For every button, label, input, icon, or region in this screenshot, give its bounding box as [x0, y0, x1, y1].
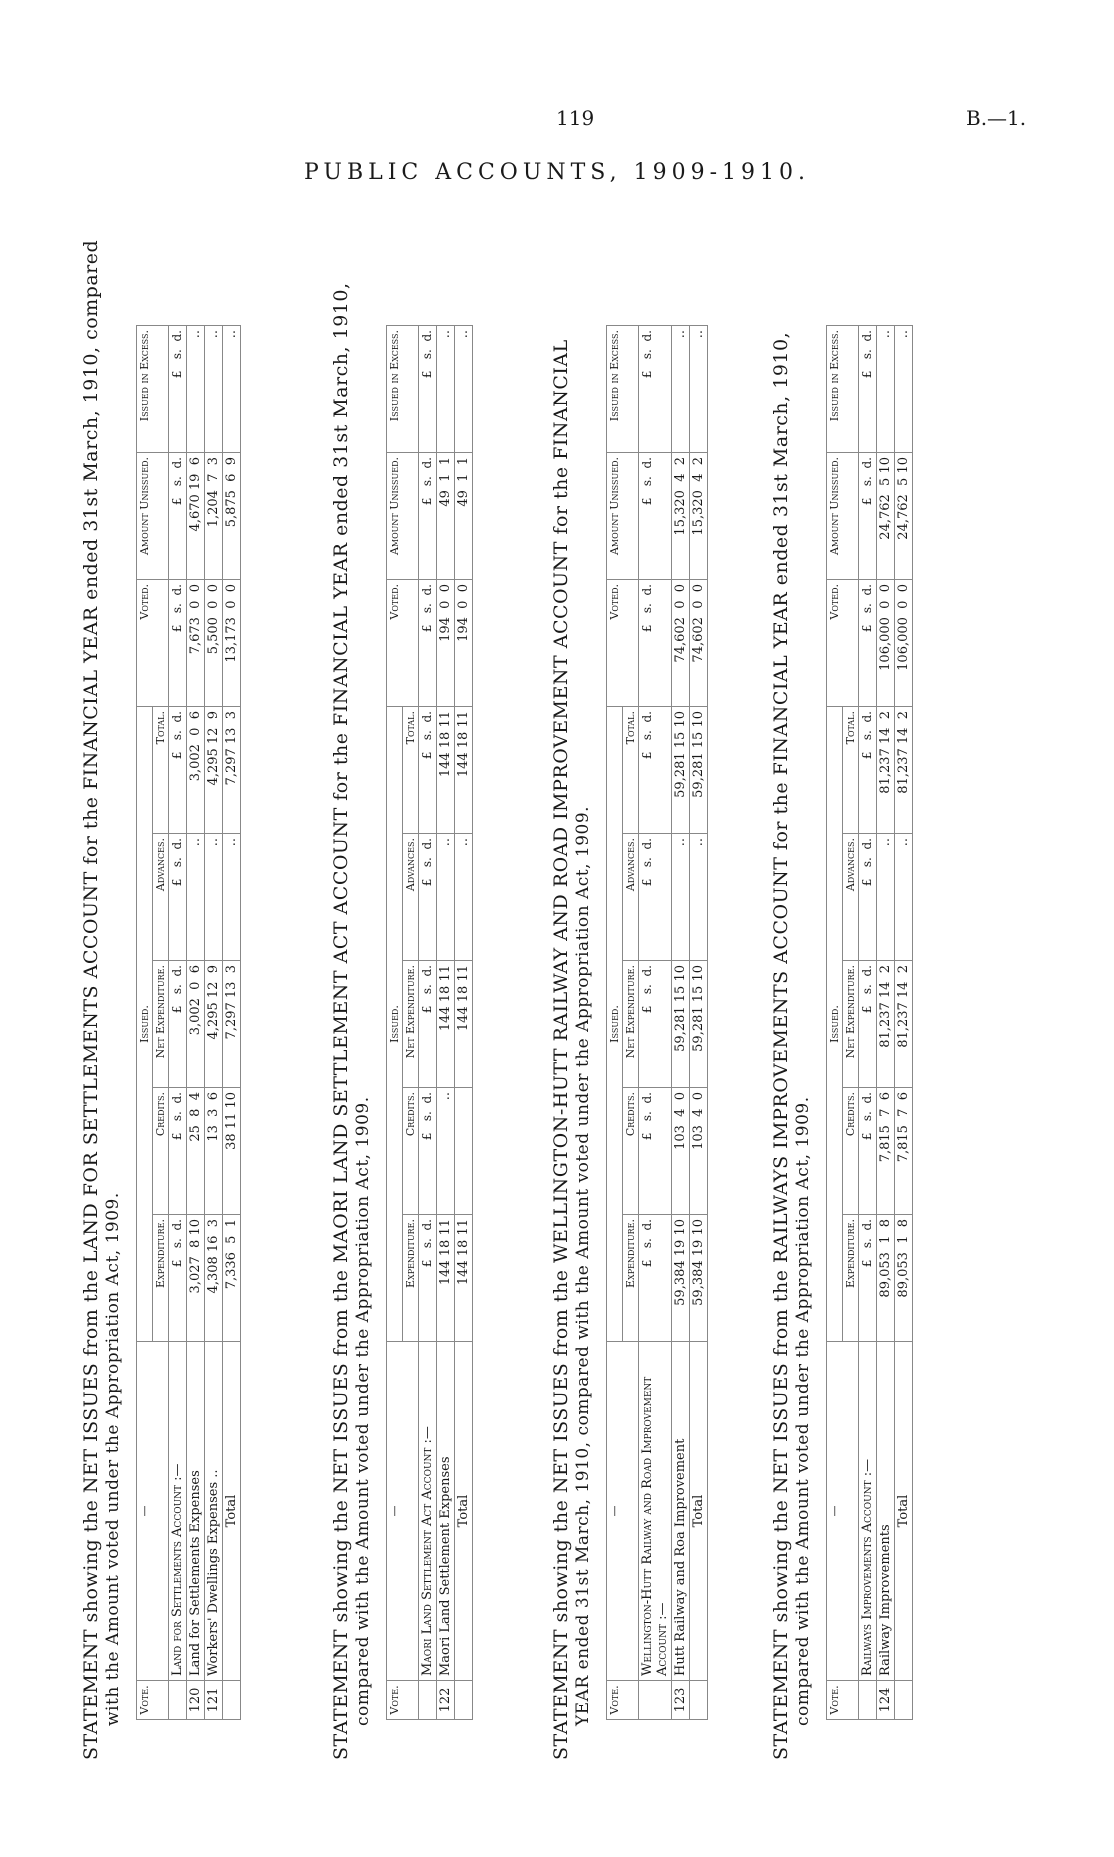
total-net-expenditure: 7,297 13 3: [223, 961, 241, 1088]
total-row: [223, 326, 241, 1720]
expenditure-header: Expenditure.: [153, 1215, 169, 1342]
vote-cell: [690, 1681, 708, 1720]
statement-table: [136, 325, 241, 1720]
total-label: Total: [895, 1342, 913, 1681]
advances-value: ..: [877, 834, 895, 961]
total-excess: ..: [455, 326, 473, 453]
units-net-expenditure: £ s. d.: [419, 961, 437, 1088]
excess-value: ..: [437, 326, 455, 453]
net-expenditure-value: 144 18 11: [437, 961, 455, 1088]
expenditure-header: Expenditure.: [623, 1215, 639, 1342]
statement-block: [330, 60, 471, 1760]
vote-number: 120: [187, 1681, 205, 1720]
total-unissued: 49 1 1: [455, 453, 473, 580]
voted-header: Voted.: [827, 580, 859, 707]
units-excess: £ s. d.: [169, 326, 187, 453]
total-advances: ..: [690, 834, 708, 961]
advances-value: ..: [437, 834, 455, 961]
unissued-value: 24,762 5 10: [877, 453, 895, 580]
description-header: —: [607, 1342, 639, 1681]
vote-cell: [419, 1681, 437, 1720]
units-advances: £ s. d.: [169, 834, 187, 961]
total-header: Total.: [843, 707, 859, 834]
issued-header: Issued.: [137, 707, 153, 1342]
credits-header: Credits.: [153, 1088, 169, 1215]
voted-value: 5,500 0 0: [205, 580, 223, 707]
units-row: [859, 326, 877, 1720]
voted-header: Voted.: [607, 580, 639, 707]
net-expenditure-header: Net Expenditure.: [843, 961, 859, 1088]
total-row: [690, 326, 708, 1720]
vote-number: 121: [205, 1681, 223, 1720]
document-reference: B.—1.: [966, 106, 1027, 130]
total-voted: 106,000 0 0: [895, 580, 913, 707]
statement-subtitle: with the Amount voted under the Appropriation Act, 1909.: [103, 1192, 123, 1726]
total-voted: 13,173 0 0: [223, 580, 241, 707]
unissued-value: 15,320 4 2: [672, 453, 690, 580]
credits-header: Credits.: [843, 1088, 859, 1215]
units-total: £ s. d.: [419, 707, 437, 834]
units-row: [419, 326, 437, 1720]
unissued-value: 1,204 7 3: [205, 453, 223, 580]
advances-header: Advances.: [843, 834, 859, 961]
credits-header: Credits.: [403, 1088, 419, 1215]
units-expenditure: £ s. d.: [169, 1215, 187, 1342]
unissued-header: Amount Unissued.: [137, 453, 169, 580]
voted-value: 7,673 0 0: [187, 580, 205, 707]
units-credits: £ s. d.: [169, 1088, 187, 1215]
advances-value: ..: [672, 834, 690, 961]
expenditure-value: 3,027 8 10: [187, 1215, 205, 1342]
statement-table: [606, 325, 708, 1720]
total-expenditure: 89,053 1 8: [895, 1215, 913, 1342]
excess-header: Issued in Excess.: [387, 326, 419, 453]
units-unissued: £ s. d.: [639, 453, 672, 580]
vote-number: 123: [672, 1681, 690, 1720]
total-unissued: 5,875 6 9: [223, 453, 241, 580]
total-voted: 194 0 0: [455, 580, 473, 707]
expenditure-header: Expenditure.: [843, 1215, 859, 1342]
expenditure-value: 4,308 16 3: [205, 1215, 223, 1342]
description-header: —: [827, 1342, 859, 1681]
units-total: £ s. d.: [169, 707, 187, 834]
unissued-value: 4,670 19 6: [187, 453, 205, 580]
total-net-expenditure: 81,237 14 2: [895, 961, 913, 1088]
total-label: Total: [455, 1342, 473, 1681]
statement-subtitle: YEAR ended 31st March, 1910, compared with the Amount voted under the Appropriation Act, 1909.: [573, 805, 593, 1726]
units-expenditure: £ s. d.: [859, 1215, 877, 1342]
units-advances: £ s. d.: [859, 834, 877, 961]
credits-value: 25 8 4: [187, 1088, 205, 1215]
units-voted: £ s. d.: [639, 580, 672, 707]
vote-header: Vote.: [387, 1681, 419, 1720]
page-number: 119: [556, 106, 595, 130]
account-heading: Wellington-Hutt Railway and Road Improvement Account :—: [639, 1342, 672, 1681]
total-header: Total.: [403, 707, 419, 834]
total-unissued: 15,320 4 2: [690, 453, 708, 580]
statement-block: [550, 60, 706, 1760]
total-unissued: 24,762 5 10: [895, 453, 913, 580]
units-excess: £ s. d.: [639, 326, 672, 453]
excess-value: ..: [877, 326, 895, 453]
excess-value: ..: [672, 326, 690, 453]
units-voted: £ s. d.: [859, 580, 877, 707]
units-unissued: £ s. d.: [859, 453, 877, 580]
advances-header: Advances.: [623, 834, 639, 961]
statement-title-line: STATEMENT showing the NET ISSUES from the WELLINGTON-HUTT RAILWAY AND ROAD IMPROVEMENT ACCOUNT for the FINANCIAL: [550, 339, 572, 1760]
account-heading: Maori Land Settlement Act Account :—: [419, 1342, 437, 1681]
statement-subtitle: compared with the Amount voted under the Appropriation Act, 1909.: [353, 1096, 373, 1726]
units-expenditure: £ s. d.: [639, 1215, 672, 1342]
total-value: 81,237 14 2: [877, 707, 895, 834]
total-value: 144 18 11: [437, 707, 455, 834]
total-advances: ..: [223, 834, 241, 961]
statement-title-line: STATEMENT showing the NET ISSUES from the RAILWAYS IMPROVEMENTS ACCOUNT for the FINANCIAL YEAR ended 31st March, 1910,: [770, 331, 792, 1760]
units-voted: £ s. d.: [169, 580, 187, 707]
units-net-expenditure: £ s. d.: [169, 961, 187, 1088]
statement-block: [80, 60, 239, 1760]
unissued-value: 49 1 1: [437, 453, 455, 580]
units-net-expenditure: £ s. d.: [859, 961, 877, 1088]
total-label: Total: [223, 1342, 241, 1681]
total-total: 59,281 15 10: [690, 707, 708, 834]
credits-value: 103 4 0: [672, 1088, 690, 1215]
description-header: —: [387, 1342, 419, 1681]
description-header: —: [137, 1342, 169, 1681]
total-header: Total.: [153, 707, 169, 834]
statement-title: [770, 60, 814, 1760]
statement-table: [826, 325, 913, 1720]
excess-header: Issued in Excess.: [607, 326, 639, 453]
units-credits: £ s. d.: [859, 1088, 877, 1215]
statement-title: [550, 60, 594, 1760]
vote-cell: [859, 1681, 877, 1720]
advances-header: Advances.: [403, 834, 419, 961]
table-row: [877, 326, 895, 1720]
total-excess: ..: [690, 326, 708, 453]
statement-title-line: STATEMENT showing the NET ISSUES from the MAORI LAND SETTLEMENT ACT ACCOUNT for the FINANCIAL YEAR ended 31st March, 1910,: [330, 282, 352, 1760]
total-row: [895, 326, 913, 1720]
total-excess: ..: [223, 326, 241, 453]
account-heading: Land for Settlements Account :—: [169, 1342, 187, 1681]
table-row: [205, 326, 223, 1720]
total-header: Total.: [623, 707, 639, 834]
page-title: PUBLIC ACCOUNTS, 1909-1910.: [304, 160, 810, 185]
net-expenditure-value: 3,002 0 6: [187, 961, 205, 1088]
total-total: 81,237 14 2: [895, 707, 913, 834]
net-expenditure-header: Net Expenditure.: [153, 961, 169, 1088]
vote-cell: [895, 1681, 913, 1720]
expenditure-value: 144 18 11: [437, 1215, 455, 1342]
vote-description: Workers' Dwellings Expenses ..: [205, 1342, 223, 1681]
total-row: [455, 326, 473, 1720]
units-row: [639, 326, 672, 1720]
unissued-header: Amount Unissued.: [607, 453, 639, 580]
units-advances: £ s. d.: [639, 834, 672, 961]
table-row: [187, 326, 205, 1720]
unissued-header: Amount Unissued.: [827, 453, 859, 580]
voted-header: Voted.: [137, 580, 169, 707]
account-heading: Railways Improvements Account :—: [859, 1342, 877, 1681]
total-credits: 103 4 0: [690, 1088, 708, 1215]
units-credits: £ s. d.: [639, 1088, 672, 1215]
issued-header: Issued.: [387, 707, 403, 1342]
units-expenditure: £ s. d.: [419, 1215, 437, 1342]
advances-header: Advances.: [153, 834, 169, 961]
table-row: [672, 326, 690, 1720]
vote-number: 122: [437, 1681, 455, 1720]
total-value: 3,002 0 6: [187, 707, 205, 834]
total-voted: 74,602 0 0: [690, 580, 708, 707]
unissued-header: Amount Unissued.: [387, 453, 419, 580]
credits-value: 7,815 7 6: [877, 1088, 895, 1215]
vote-header: Vote.: [827, 1681, 859, 1720]
excess-header: Issued in Excess.: [137, 326, 169, 453]
units-row: [169, 326, 187, 1720]
voted-value: 74,602 0 0: [672, 580, 690, 707]
statement-table: [386, 325, 473, 1720]
excess-header: Issued in Excess.: [827, 326, 859, 453]
total-expenditure: 59,384 19 10: [690, 1215, 708, 1342]
vote-description: Hutt Railway and Roa Improvement: [672, 1342, 690, 1681]
statement-block: [770, 60, 911, 1760]
units-total: £ s. d.: [859, 707, 877, 834]
total-credits: 38 11 10: [223, 1088, 241, 1215]
net-expenditure-value: 59,281 15 10: [672, 961, 690, 1088]
vote-header: Vote.: [607, 1681, 639, 1720]
total-expenditure: 144 18 11: [455, 1215, 473, 1342]
net-expenditure-value: 81,237 14 2: [877, 961, 895, 1088]
total-credits: [455, 1088, 473, 1215]
total-value: 4,295 12 9: [205, 707, 223, 834]
credits-header: Credits.: [623, 1088, 639, 1215]
total-total: 144 18 11: [455, 707, 473, 834]
voted-header: Voted.: [387, 580, 419, 707]
total-label: Total: [690, 1342, 708, 1681]
units-credits: £ s. d.: [419, 1088, 437, 1215]
total-advances: ..: [455, 834, 473, 961]
expenditure-value: 59,384 19 10: [672, 1215, 690, 1342]
total-excess: ..: [895, 326, 913, 453]
statement-title: [330, 60, 374, 1760]
units-unissued: £ s. d.: [419, 453, 437, 580]
statement-title-line: STATEMENT showing the NET ISSUES from the LAND FOR SETTLEMENTS ACCOUNT for the FINANCIAL YEAR ended 31st March, 1910, compared: [80, 239, 102, 1760]
units-excess: £ s. d.: [419, 326, 437, 453]
rotated-statements: [80, 60, 1050, 1760]
issued-header: Issued.: [607, 707, 623, 1342]
credits-value: 13 3 6: [205, 1088, 223, 1215]
excess-value: ..: [187, 326, 205, 453]
total-advances: ..: [895, 834, 913, 961]
units-unissued: £ s. d.: [169, 453, 187, 580]
net-expenditure-header: Net Expenditure.: [623, 961, 639, 1088]
table-row: [437, 326, 455, 1720]
statement-subtitle: compared with the Amount voted under the Appropriation Act, 1909.: [793, 1096, 813, 1726]
total-net-expenditure: 144 18 11: [455, 961, 473, 1088]
units-net-expenditure: £ s. d.: [639, 961, 672, 1088]
voted-value: 106,000 0 0: [877, 580, 895, 707]
units-advances: £ s. d.: [419, 834, 437, 961]
total-total: 7,297 13 3: [223, 707, 241, 834]
units-voted: £ s. d.: [419, 580, 437, 707]
total-credits: 7,815 7 6: [895, 1088, 913, 1215]
expenditure-value: 89,053 1 8: [877, 1215, 895, 1342]
vote-header: Vote.: [137, 1681, 169, 1720]
excess-value: ..: [205, 326, 223, 453]
vote-cell: [223, 1681, 241, 1720]
vote-description: Land for Settlements Expenses: [187, 1342, 205, 1681]
total-expenditure: 7,336 5 1: [223, 1215, 241, 1342]
voted-value: 194 0 0: [437, 580, 455, 707]
vote-cell: [169, 1681, 187, 1720]
vote-cell: [455, 1681, 473, 1720]
expenditure-header: Expenditure.: [403, 1215, 419, 1342]
credits-value: ..: [437, 1088, 455, 1215]
total-value: 59,281 15 10: [672, 707, 690, 834]
net-expenditure-header: Net Expenditure.: [403, 961, 419, 1088]
vote-description: Maori Land Settlement Expenses: [437, 1342, 455, 1681]
vote-description: Railway Improvements: [877, 1342, 895, 1681]
advances-value: ..: [205, 834, 223, 961]
total-net-expenditure: 59,281 15 10: [690, 961, 708, 1088]
vote-cell: [639, 1681, 672, 1720]
statement-title: [80, 60, 124, 1760]
units-excess: £ s. d.: [859, 326, 877, 453]
units-total: £ s. d.: [639, 707, 672, 834]
advances-value: ..: [187, 834, 205, 961]
net-expenditure-value: 4,295 12 9: [205, 961, 223, 1088]
issued-header: Issued.: [827, 707, 843, 1342]
vote-number: 124: [877, 1681, 895, 1720]
